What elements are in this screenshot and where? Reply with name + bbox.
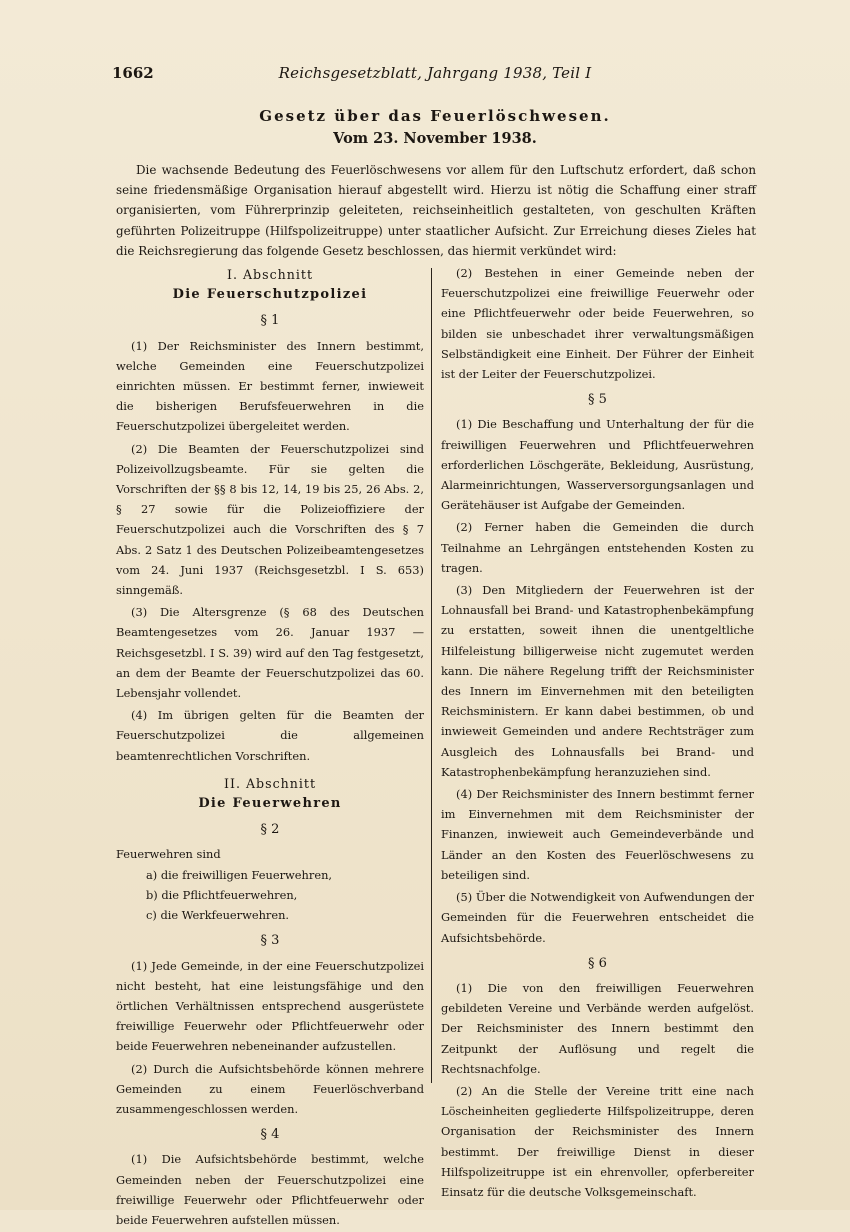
section-2-heading: II. Abschnitt	[224, 775, 316, 791]
paragraph-2-mark: § 2	[260, 822, 280, 838]
paragraph-6-clause-1: (1) Die von den freiwilligen Feuerwehren gebildeten Vereine und Verbände werden aufgelöst. Der Reichsminister des Innern bestimmt den Zeitpunkt der Auflösung und regelt die Rechtsnachfolge.	[441, 980, 754, 1076]
paragraph-1-clause-4: (4) Im übrigen gelten für die Beamten der Feuerschutzpolizei die allgemeinen beamtenrechtlichen Vorschriften.	[116, 708, 424, 763]
paragraph-2-lead: Feuerwehren sind	[116, 847, 221, 862]
paragraph-5-mark: § 5	[588, 392, 607, 408]
paragraph-4-mark: § 4	[260, 1127, 280, 1143]
paragraph-5-clause-3: (3) Den Mitgliedern der Feuerwehren ist der Lohnausfall bei Brand- und Katastrophenbekämpfung zu erstatten, soweit ihnen die unentgeltliche Hilfeleistung billigerweise nicht zugemutet werden kann. Die nähere Regelung trifft der Reichsminister des Innern im Einvernehmen mit den beteiligten Reichsministern. Er kann dabei bestimmen, ob und inwieweit Gemeinden und andere Rechtsträger zum Ausgleich des Lohnausfalls bei Brand- und Katastrophenbekämpfung heranzuziehen sind.	[441, 583, 754, 779]
law-date: Vom 23. November 1938.	[333, 130, 537, 147]
list-item: a) die freiwilligen Feuerwehren,	[146, 867, 333, 882]
law-title: Gesetz über das Feuerlöschwesen.	[259, 107, 611, 125]
paragraph-5-clause-4: (4) Der Reichsminister des Innern bestimmt ferner im Einvernehmen mit dem Reichsminister der Finanzen, inwieweit auch Gemeindeverbände und Länder an den Kosten des Feuerlöschwesens zu beteiligen sind.	[441, 787, 754, 882]
right-column	[441, 263, 754, 1204]
paragraph-6-clause-2: (2) An die Stelle der Vereine tritt eine nach Löscheinheiten gegliederte Hilfspolizeitruppe, deren Organisation der Reichsminister des Innern bestimmt. Der freiwillige Dienst in dieser Hilfspolizeitruppe ist ein ehrenvoller, opferbereiter Einsatz für die deutsche Volksgemeinschaft.	[441, 1083, 754, 1199]
list-item: b) die Pflichtfeuerwehren,	[146, 887, 298, 902]
section-1-title: Die Feuerschutzpolizei	[172, 287, 368, 303]
section-1-heading: I. Abschnitt	[226, 267, 314, 282]
paragraph-1-mark: § 1	[260, 313, 280, 329]
page-header	[112, 64, 758, 88]
page-number: 1662	[112, 64, 154, 82]
paragraph-3-clause-2: (2) Durch die Aufsichtsbehörde können mehrere Gemeinden zu einem Feuerlöschverband zusammengeschlossen werden.	[116, 1061, 424, 1116]
paragraph-1-clause-1: (1) Der Reichsminister des Innern bestimmt, welche Gemeinden eine Feuerschutzpolizei einrichten müssen. Er bestimmt ferner, inwieweit die bisherigen Berufsfeuerwehren in die Feuerschutzpolizei übergeleitet werden.	[116, 338, 424, 434]
left-column	[116, 265, 424, 1232]
preamble: Die wachsende Bedeutung des Feuerlöschwesens vor allem für den Luftschutz erfordert, daß schon seine friedensmäßige Organisation hierauf abgestellt wird. Hierzu ist nötig die Schaffung einer straff organisierten, vom Führerprinzip geleiteten, reichseinheitlich gestalteten, von geschulten Kräften geführten Polizeitruppe (Hilfspolizeitruppe) unter staatlicher Aufsicht. Zur Erreichung dieses Zieles hat die Reichsregierung das folgende Gesetz beschlossen, das hiermit verkündet wird:	[116, 163, 756, 258]
paragraph-1-clause-3: (3) Die Altersgrenze (§ 68 des Deutschen Beamtengesetzes vom 26. Januar 1937 — Reichsgesetzbl. I S. 39) wird auf den Tag festgesetzt, an dem der Beamte der Feuerschutzpolizei das 60. Lebensjahr vollendet.	[116, 605, 424, 701]
paragraph-6-mark: § 6	[588, 955, 607, 971]
paragraph-3-mark: § 3	[260, 933, 280, 949]
paragraph-1-clause-2: (2) Die Beamten der Feuerschutzpolizei sind Polizeivollzugsbeamte. Für sie gelten die Vorschriften der §§ 8 bis 12, 14, 19 bis 25, 26 Abs. 2, § 27 sowie für die Polizeioffiziere der Feuerschutzpolizei auch die Vorschriften des § 7 Abs. 2 Satz 1 des Deutschen Polizeibeamtengesetzes vom 24. Juni 1937 (Reichsgesetzbl. I S. 653) sinngemäß.	[116, 441, 424, 598]
paragraph-4-clause-2: (2) Bestehen in einer Gemeinde neben der Feuerschutzpolizei eine freiwillige Feuerwehr oder eine Pflichtfeuerwehr oder beide Feuerwehren, so bilden sie unbeschadet ihrer verwaltungsmäßigen Selbständigkeit eine Einheit. Der Führer der Einheit ist der Leiter der Feuerschutzpolizei.	[441, 266, 754, 382]
paragraph-5-clause-2: (2) Ferner haben die Gemeinden die durch Teilnahme an Lehrgängen entstehenden Kosten zu tragen.	[441, 520, 754, 575]
paragraph-5-clause-5: (5) Über die Notwendigkeit von Aufwendungen der Gemeinden für die Feuerwehren entscheidet die Aufsichtsbehörde.	[441, 890, 754, 945]
column-divider	[431, 268, 432, 1083]
running-title: Reichsgesetzblatt, Jahrgang 1938, Teil I	[278, 64, 592, 82]
section-2-title: Die Feuerwehren	[198, 796, 342, 812]
paragraph-4-clause-1: (1) Die Aufsichtsbehörde bestimmt, welche Gemeinden neben der Feuerschutzpolizei eine freiwillige Feuerwehr oder Pflichtfeuerwehr oder beide Feuerwehren aufstellen müssen.	[116, 1152, 424, 1227]
paragraph-3-clause-1: (1) Jede Gemeinde, in der eine Feuerschutzpolizei nicht besteht, hat eine leistungsfähige und den örtlichen Verhältnissen entsprechend ausgerüstete freiwillige Feuerwehr oder Pflichtfeuerwehr oder beide Feuerwehren nebeneinander aufzustellen.	[116, 958, 424, 1054]
paragraph-5-clause-1: (1) Die Beschaffung und Unterhaltung der für die freiwilligen Feuerwehren und Pflichtfeuerwehren erforderlichen Löschgeräte, Bekleidung, Ausrüstung, Alarmeinrichtungen, Wasserversorgungsanlagen und Gerätehäuser ist Aufgabe der Gemeinden.	[441, 417, 754, 513]
list-item: c) die Werkfeuerwehren.	[146, 908, 290, 923]
fire-brigade-types-list	[116, 865, 424, 926]
